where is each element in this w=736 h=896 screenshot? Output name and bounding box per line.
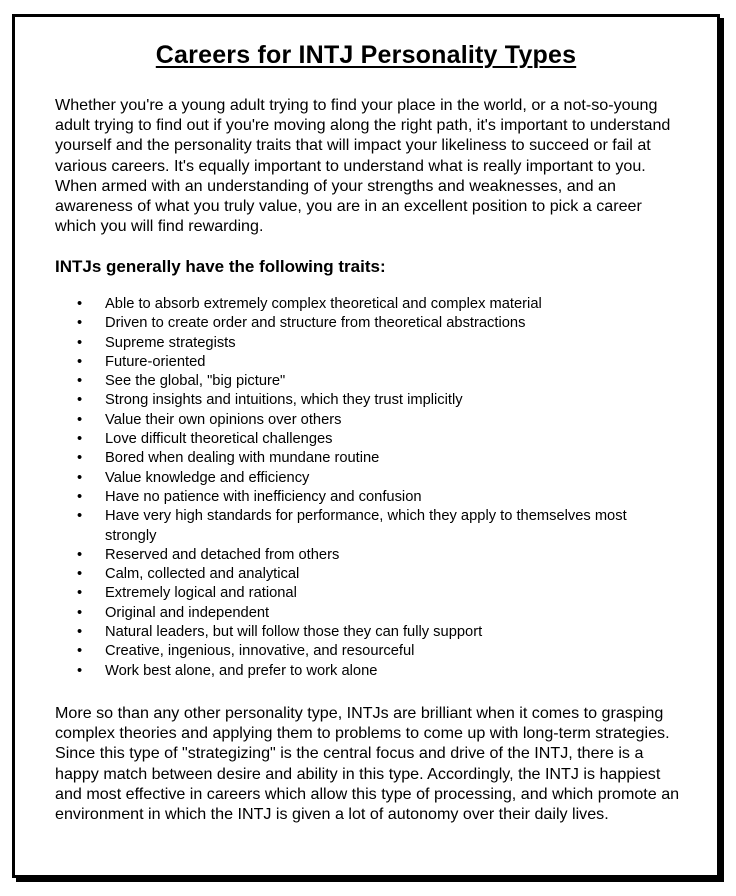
list-item: • See the global, "big picture"	[105, 372, 675, 391]
document-title: Careers for INTJ Personality Types	[155, 41, 577, 69]
list-item: • Value knowledge and efficiency	[105, 469, 675, 488]
closing-paragraph: More so than any other personality type, INTJs are brilliant when it comes to grasping complex theories and applying them to problems to come up with long-term strategies. Since this type of "strategizing" is the central focus and drive of the INTJ, there is a happy match between desire and ability in this type. Accordingly, the INTJ is happiest and most effective in careers which allow this type of processing, and which promote an environment in which the INTJ is given a lot of autonomy over their daily lives.	[55, 704, 680, 824]
list-item: • Value their own opinions over others	[105, 411, 675, 430]
list-item: • Able to absorb extremely complex theoretical and complex material	[105, 295, 675, 314]
list-item: • Future-oriented	[105, 353, 675, 372]
traits-list	[105, 295, 675, 681]
list-item: • Creative, ingenious, innovative, and resourceful	[105, 642, 675, 661]
list-item: • Have very high standards for performance, which they apply to themselves most strongly	[105, 507, 675, 546]
list-item: • Work best alone, and prefer to work alone	[105, 662, 675, 681]
list-item: • Reserved and detached from others	[105, 546, 675, 565]
list-item: • Bored when dealing with mundane routine	[105, 449, 675, 468]
list-item: • Love difficult theoretical challenges	[105, 430, 675, 449]
list-item: • Supreme strategists	[105, 334, 675, 353]
traits-heading: INTJs generally have the following traits:	[55, 257, 386, 276]
list-item: • Strong insights and intuitions, which they trust implicitly	[105, 391, 675, 410]
list-item: • Original and independent	[105, 604, 675, 623]
intro-paragraph: Whether you're a young adult trying to find your place in the world, or a not-so-young adult trying to find out if you're moving along the right path, it's important to understand yourself and the personality traits that will impact your likeliness to succeed or fail at various careers. It's equally important to understand what is really important to you. When armed with an understanding of your strengths and weaknesses, and an awareness of what you truly value, you are in an excellent position to pick a career which you will find rewarding.	[55, 96, 671, 236]
list-item: • Driven to create order and structure from theoretical abstractions	[105, 314, 675, 333]
list-item: • Extremely logical and rational	[105, 584, 675, 603]
list-item: • Calm, collected and analytical	[105, 565, 675, 584]
list-item: • Natural leaders, but will follow those they can fully support	[105, 623, 675, 642]
list-item: • Have no patience with inefficiency and confusion	[105, 488, 675, 507]
document-page	[12, 14, 720, 878]
